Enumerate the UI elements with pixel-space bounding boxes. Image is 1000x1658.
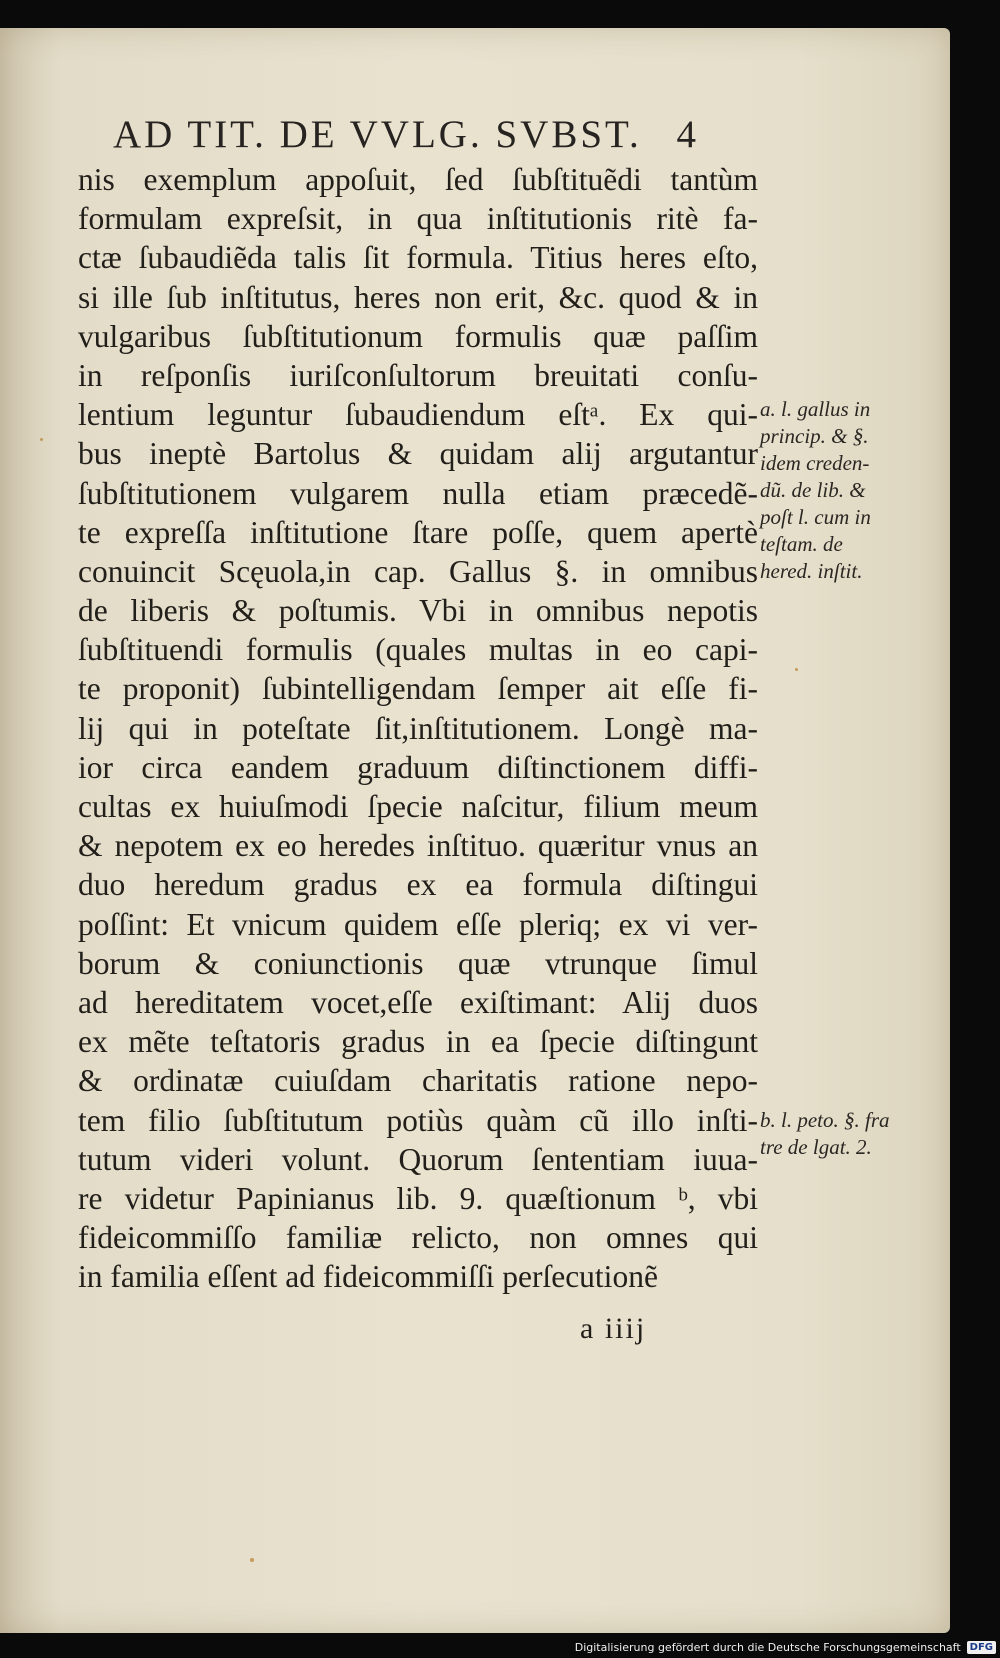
text-line: tem filio ſubſtitutum potiùs quàm cũ illo inſti- bbox=[78, 1102, 758, 1138]
text-line: formulam expreſsit, in qua inſtitutionis ritè fa- bbox=[78, 201, 758, 237]
marginal-note-line: teſtam. de bbox=[760, 532, 843, 556]
text-line: poſſint: Et vnicum quidem eſſe pleriq; ex vi ver- bbox=[78, 906, 758, 942]
text-line: vulgaribus ſubſtitutionum formulis quæ paſſim bbox=[78, 318, 758, 354]
text-line: & ordinatæ cuiuſdam charitatis ratione nepo- bbox=[78, 1063, 758, 1099]
marginal-note-line: tre de lgat. 2. bbox=[760, 1135, 872, 1159]
text-line: te expreſſa inſtitutione ſtare poſſe, quem apertè bbox=[78, 514, 758, 550]
text-line: ſubſtitutionem vulgarem nulla etiam præcedẽ- bbox=[78, 475, 758, 511]
text-line: si ille ſub inſtitutus, heres non erit, &c. quod & in bbox=[78, 279, 758, 315]
main-text-block bbox=[78, 160, 758, 1296]
text-line: tutum videri volunt. Quorum ſententiam iuua- bbox=[78, 1141, 758, 1177]
text-line: ior circa eandem graduum diſtinctionem diffi- bbox=[78, 749, 758, 785]
text-line: in reſponſis iuriſconſultorum breuitati conſu- bbox=[78, 357, 758, 393]
text-line: te proponit) ſubintelligendam ſemper ait eſſe fi- bbox=[78, 671, 758, 707]
dfg-logo-icon: DFG bbox=[967, 1641, 996, 1654]
text-line: ctæ ſubaudiẽda talis ſit formula. Titius heres eſto, bbox=[78, 240, 758, 276]
marginal-note-a bbox=[760, 396, 950, 585]
text-line: de liberis & poſtumis. Vbi in omnibus nepotis bbox=[78, 593, 758, 629]
marginal-note-line: hered. inſtit. bbox=[760, 559, 863, 583]
text-line: cultas ex huiuſmodi ſpecie naſcitur, filium meum bbox=[78, 789, 758, 824]
footer-credit-text: Digitalisierung gefördert durch die Deutsche Forschungsgemeinschaft bbox=[574, 1640, 961, 1654]
marginal-note-line: princip. & §. bbox=[760, 424, 869, 448]
running-header bbox=[113, 112, 699, 157]
marginal-note-line: idem creden- bbox=[760, 451, 870, 475]
marginal-note-line: b. l. peto. §. fra bbox=[760, 1108, 890, 1132]
text-line: duo heredum gradus ex ea formula diſtingui bbox=[78, 867, 758, 903]
signature-mark: a iiij bbox=[580, 1312, 647, 1345]
text-line: borum & coniunctionis quæ vtrunque ſimul bbox=[78, 945, 758, 981]
text-line: re videtur Papinianus lib. 9. quæſtionum ᵇ, vbi bbox=[78, 1180, 758, 1216]
text-line: nis exemplum appoſuit, ſed ſubſtituẽdi tantùm bbox=[78, 162, 758, 197]
text-line: lentium leguntur ſubaudiendum eſtᵃ. Ex qui- bbox=[78, 397, 758, 433]
text-line: bus ineptè Bartolus & quidam alij argutantur bbox=[78, 436, 758, 472]
text-line: ſubſtituendi formulis (quales multas in eo capi- bbox=[78, 632, 758, 668]
footer-credit-bar bbox=[571, 1636, 1000, 1658]
marginal-note-b bbox=[760, 1107, 950, 1161]
text-line: lij qui in poteſtate ſit,inſtitutionem. Longè ma- bbox=[78, 710, 758, 746]
text-line: in familia eſſent ad fideicommiſſi perſecutionẽ bbox=[78, 1259, 658, 1295]
marginal-note-line: dũ. de lib. & bbox=[760, 478, 866, 502]
text-line: ad hereditatem vocet,eſſe exiſtimant: Alij duos bbox=[78, 984, 758, 1020]
running-title: AD TIT. DE VVLG. SVBST. bbox=[113, 113, 642, 156]
text-line: ex mẽte teſtatoris gradus in ea ſpecie diſtingunt bbox=[78, 1024, 758, 1060]
text-line: conuincit Scęuola,in cap. Gallus §. in omnibus bbox=[78, 553, 758, 589]
marginal-note-line: poſt l. cum in bbox=[760, 505, 871, 529]
text-line: fideicommiſſo familiæ relicto, non omnes qui bbox=[78, 1220, 758, 1256]
folio-number: 4 bbox=[676, 113, 699, 156]
text-line: & nepotem ex eo heredes inſtituo. quæritur vnus an bbox=[78, 828, 758, 864]
marginal-note-line: a. l. gallus in bbox=[760, 397, 871, 421]
